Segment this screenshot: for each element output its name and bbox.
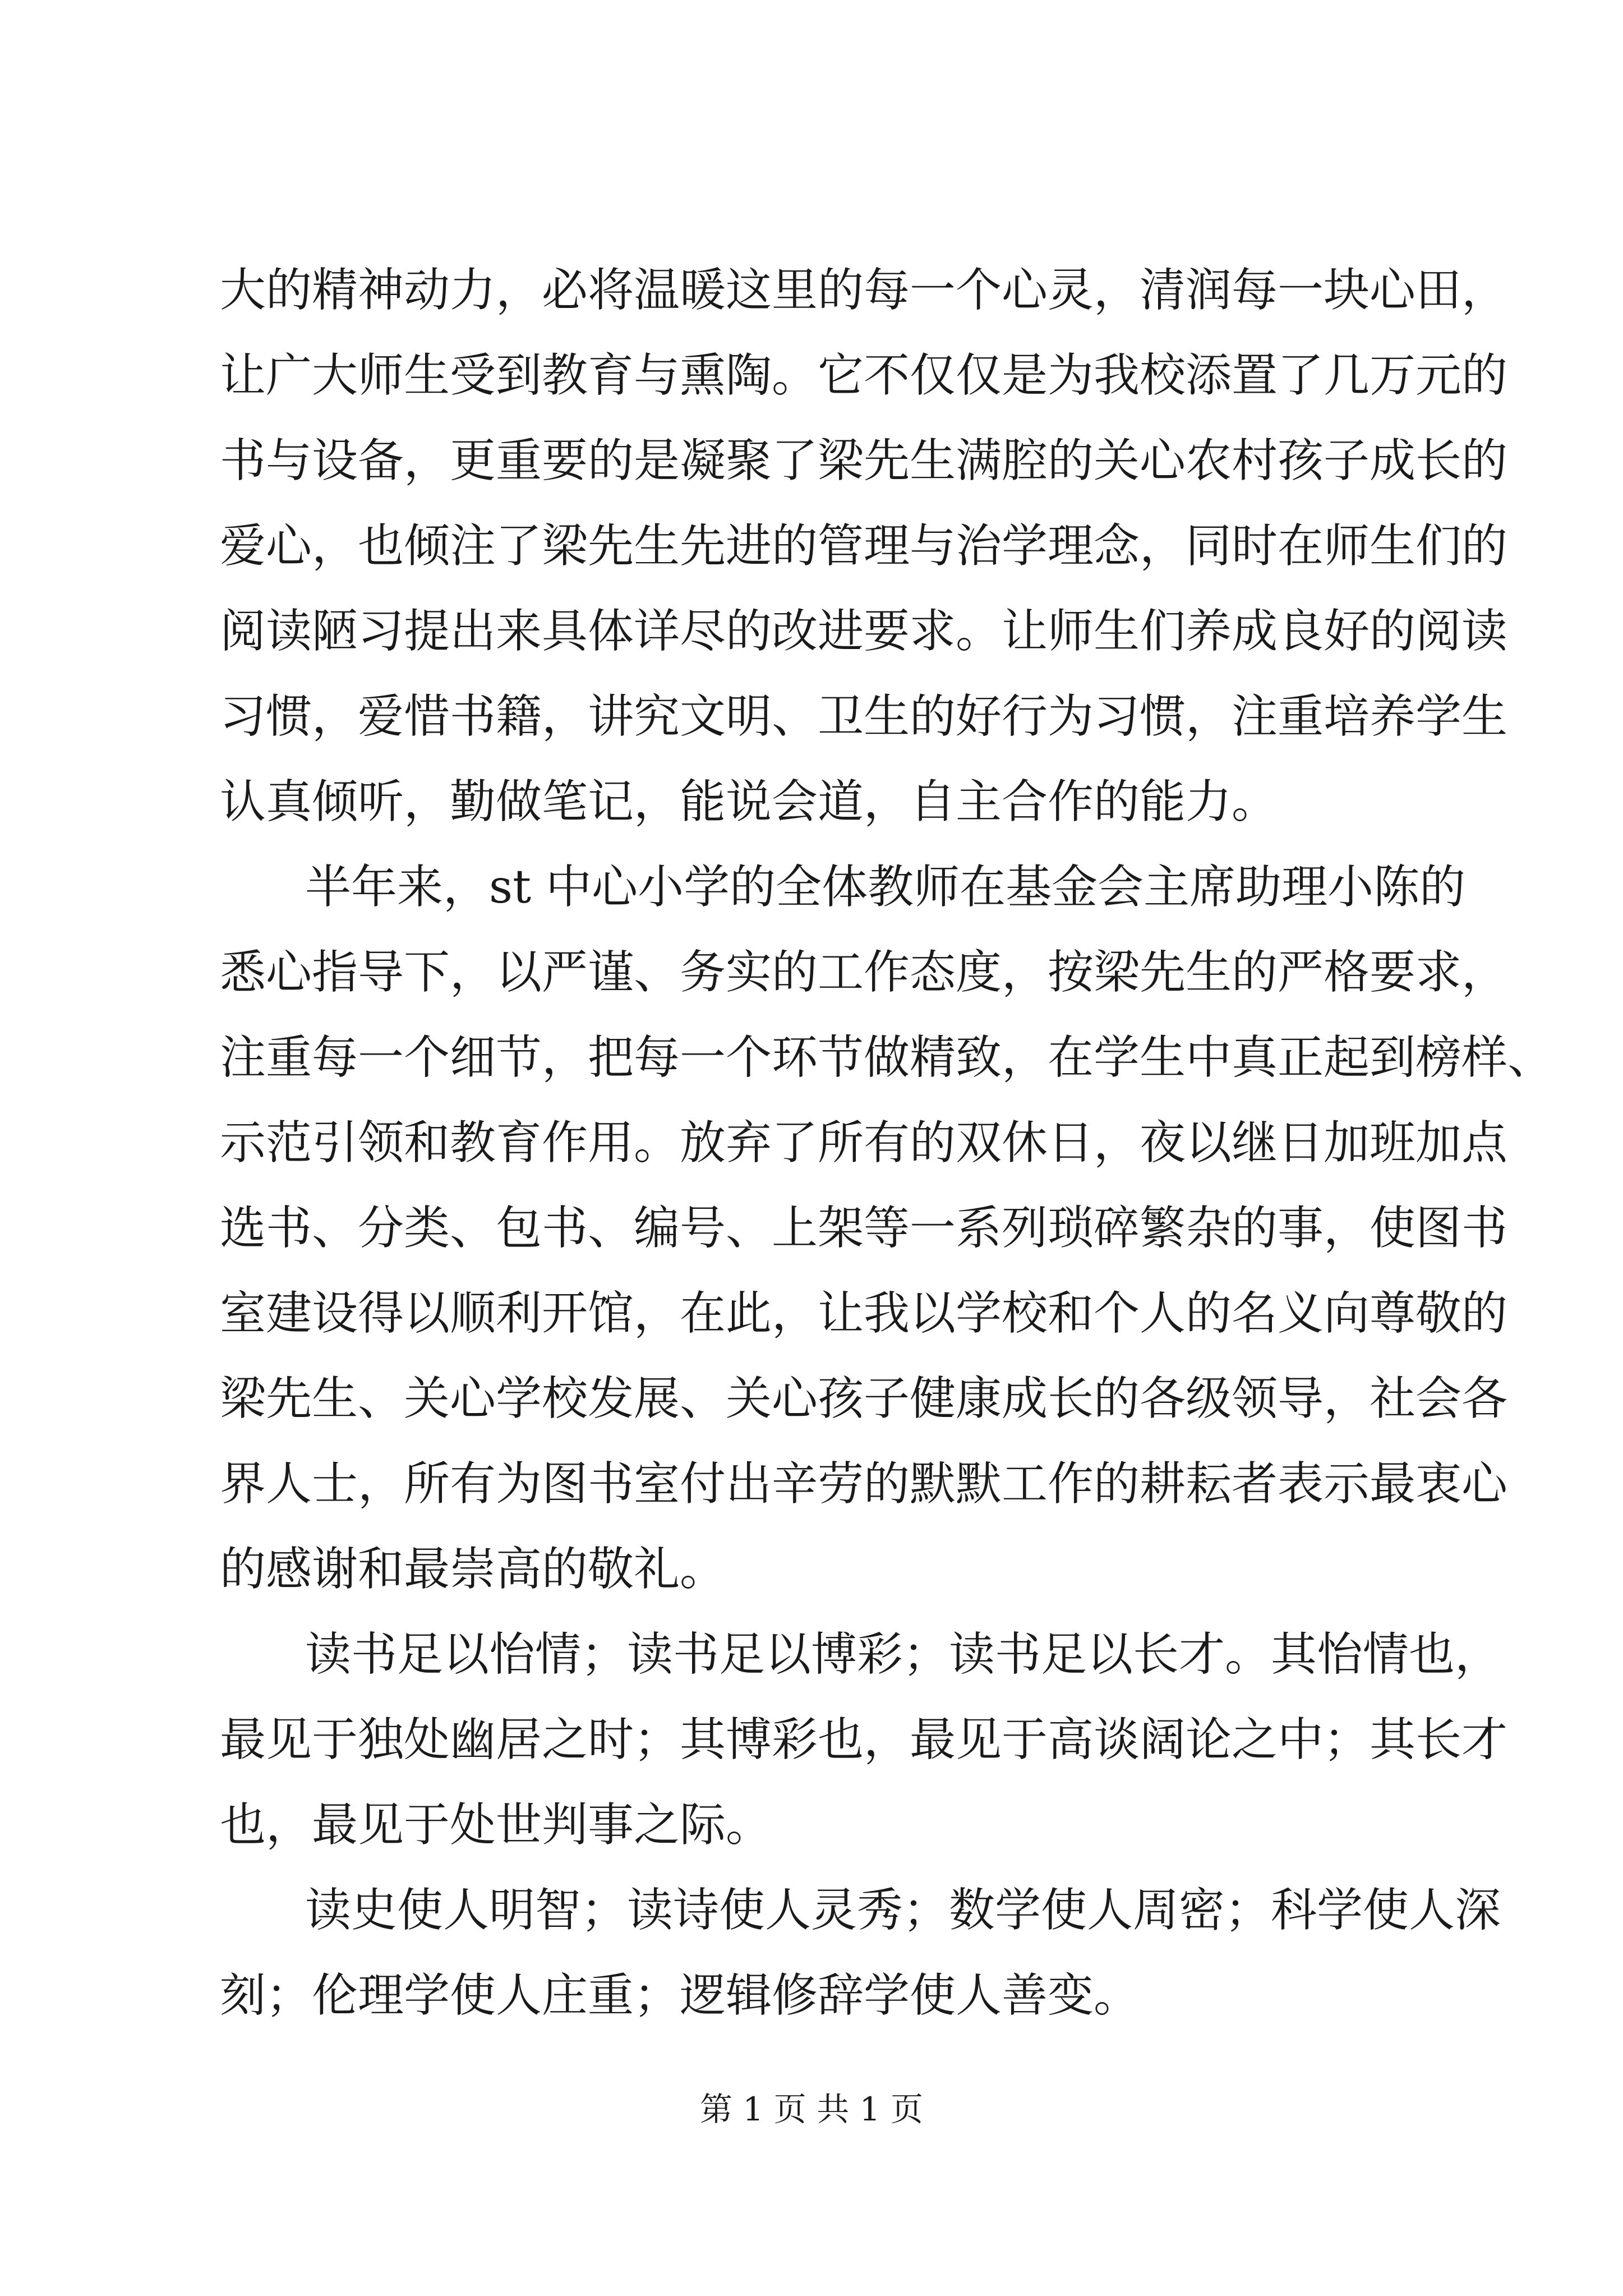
text-line: 爱心，也倾注了梁先生先进的管理与治学理念，同时在师生们的 (220, 519, 1508, 573)
text-line: 室建设得以顺利开馆，在此，让我以学校和个人的名义向尊敬的 (220, 1287, 1508, 1340)
text-line: 认真倾听，勤做笔记，能说会道，自主合作的能力。 (220, 775, 1278, 829)
text-line: 也，最见于处世判事之际。 (220, 1798, 772, 1852)
text-line: 读书足以怡情；读书足以博彩；读书足以长才。其怡情也， (305, 1628, 1501, 1681)
page-number-footer: 第 1 页 共 1 页 (700, 2090, 923, 2128)
text-line: 书与设备，更重要的是凝聚了梁先生满腔的关心农村孩子成长的 (220, 434, 1508, 487)
text-line: 大的精神动力，必将温暖这里的每一个心灵，清润每一块心田， (220, 264, 1508, 317)
text-line: 让广大师生受到教育与熏陶。它不仅仅是为我校添置了几万元的 (220, 349, 1508, 402)
text-line: 刻；伦理学使人庄重；逻辑修辞学使人善变。 (220, 1969, 1140, 2022)
paragraph (220, 845, 1554, 1612)
text-line: 界人士，所有为图书室付出辛劳的默默工作的耕耘者表示最衷心 (220, 1457, 1508, 1511)
text-line: 的感谢和最崇高的敬礼。 (220, 1543, 726, 1596)
text-line: 最见于独处幽居之时；其博彩也，最见于高谈阔论之中；其长才 (220, 1713, 1508, 1766)
text-line: 选书、分类、包书、编号、上架等一系列琐碎繁杂的事，使图书 (220, 1202, 1508, 1255)
paragraph (220, 1868, 1501, 2039)
text-line: 半年来，st 中心小学的全体教师在基金会主席助理小陈的 (305, 861, 1466, 914)
text-line: 悉心指导下，以严谨、务实的工作态度，按梁先生的严格要求， (220, 946, 1508, 999)
text-line: 梁先生、关心学校发展、关心孩子健康成长的各级领导，社会各 (220, 1372, 1508, 1425)
document-body (220, 248, 1554, 2039)
paragraph (220, 248, 1508, 845)
text-line: 注重每一个细节，把每一个环节做精致，在学生中真正起到榜样、 (220, 1031, 1554, 1084)
text-line: 示范引领和教育作用。放弃了所有的双休日，夜以继日加班加点 (220, 1116, 1508, 1170)
text-line: 习惯，爱惜书籍，讲究文明、卫生的好行为习惯，注重培养学生 (220, 690, 1508, 743)
paragraph (220, 1612, 1508, 1868)
text-line: 读史使人明智；读诗使人灵秀；数学使人周密；科学使人深 (305, 1884, 1501, 1937)
text-line: 阅读陋习提出来具体详尽的改进要求。让师生们养成良好的阅读 (220, 605, 1508, 658)
